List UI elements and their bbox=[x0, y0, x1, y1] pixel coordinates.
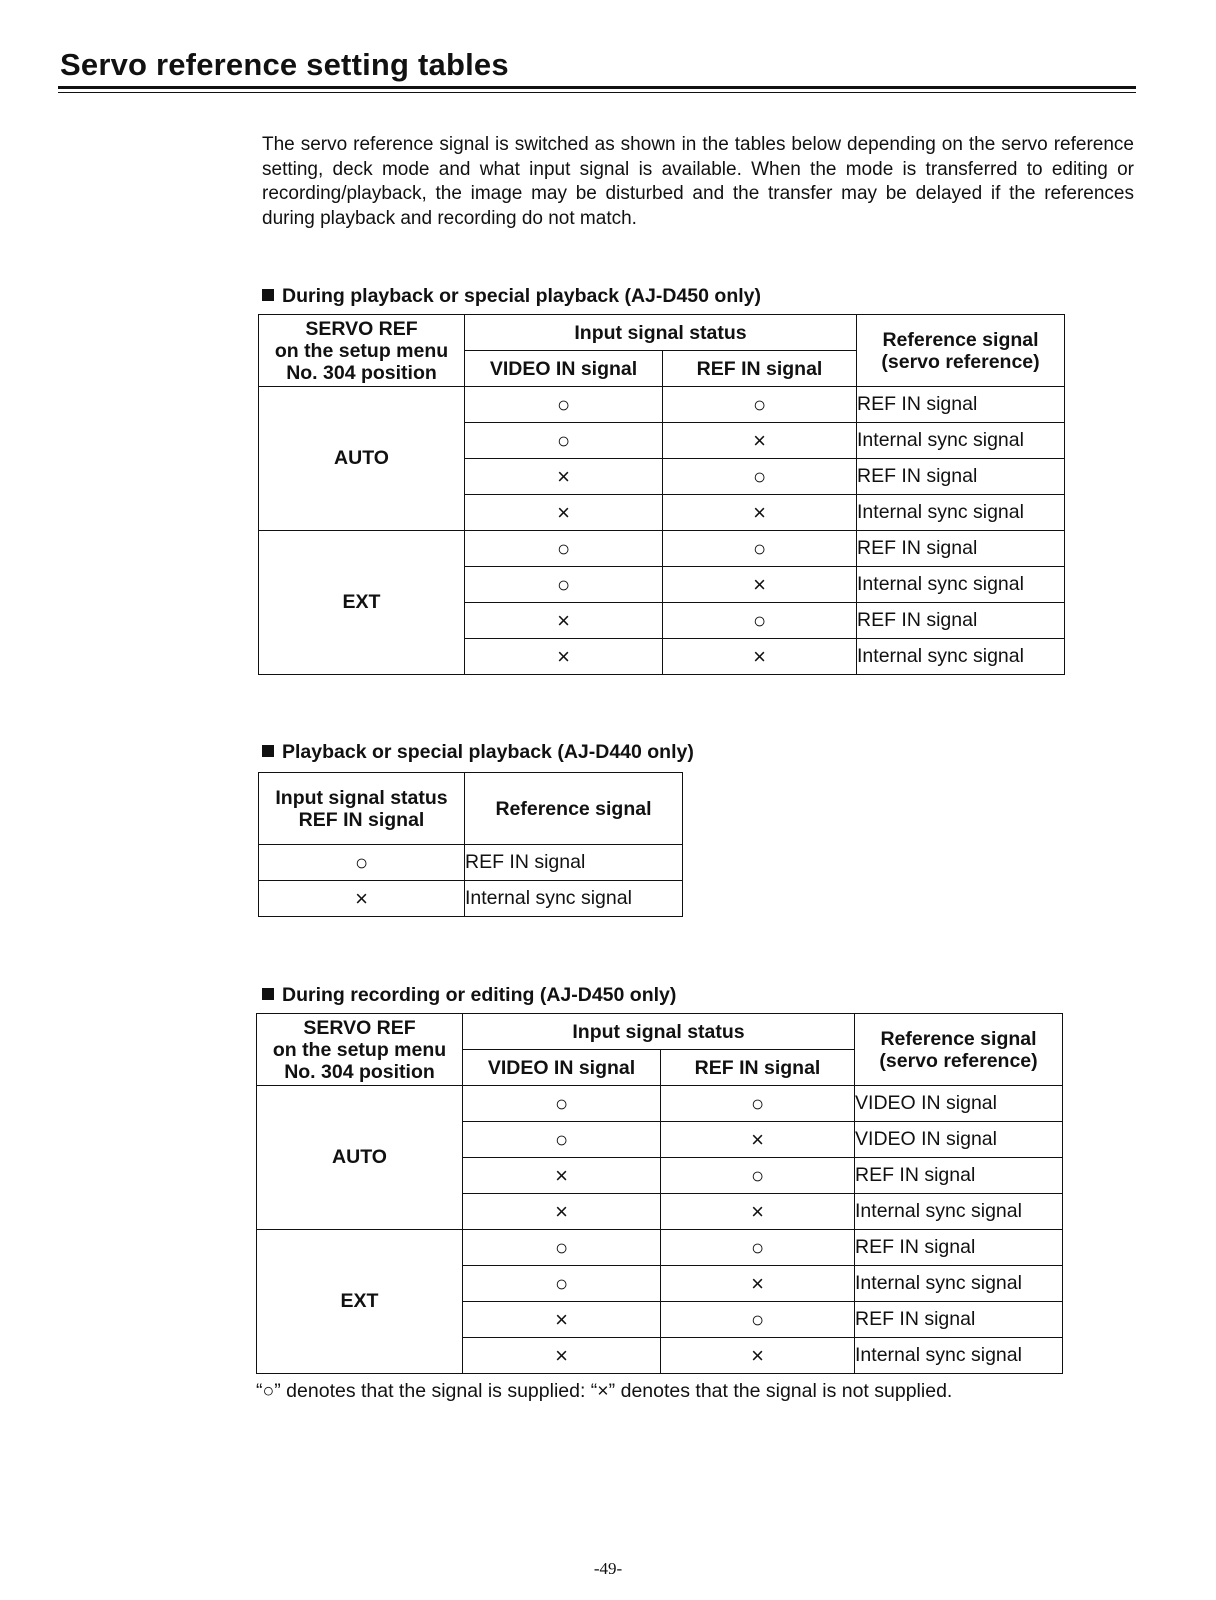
reference-cell: REF IN signal bbox=[855, 1302, 1063, 1338]
reference-cell: REF IN signal bbox=[855, 1158, 1063, 1194]
input-status-header bbox=[259, 773, 465, 845]
video-in-cell: ○ bbox=[463, 1122, 661, 1158]
table-row bbox=[259, 881, 683, 917]
video-in-cell: × bbox=[465, 495, 663, 531]
servo-ref-header-line3: No. 304 position bbox=[286, 361, 437, 384]
page-number: -49- bbox=[593, 1559, 623, 1578]
ref-in-cell: × bbox=[661, 1194, 855, 1230]
ref-in-cell: × bbox=[663, 495, 857, 531]
reference-cell: Internal sync signal bbox=[855, 1194, 1063, 1230]
table3-heading bbox=[262, 983, 676, 1007]
title-underline-thin bbox=[58, 92, 1136, 93]
reference-cell: VIDEO IN signal bbox=[855, 1086, 1063, 1122]
ref-in-cell: ○ bbox=[663, 603, 857, 639]
reference-cell: REF IN signal bbox=[857, 387, 1065, 423]
table1-heading-text: During playback or special playback (AJ-D450 only) bbox=[282, 285, 761, 307]
table3-heading-text: During recording or editing (AJ-D450 only) bbox=[282, 984, 677, 1006]
servo-ref-header-line1: SERVO REF bbox=[303, 1016, 416, 1039]
square-bullet-icon bbox=[262, 745, 274, 757]
reference-header bbox=[855, 1014, 1063, 1086]
reference-header-line1: Reference signal bbox=[880, 1027, 1037, 1050]
video-in-cell: ○ bbox=[465, 387, 663, 423]
ref-in-header: REF IN signal bbox=[661, 1050, 855, 1086]
table3 bbox=[256, 1013, 1063, 1374]
video-in-cell: × bbox=[463, 1158, 661, 1194]
ref-in-cell: ○ bbox=[663, 459, 857, 495]
reference-cell: REF IN signal bbox=[465, 845, 683, 881]
ref-in-cell: × bbox=[663, 423, 857, 459]
ref-in-cell: × bbox=[259, 881, 465, 917]
input-status-header: Input signal status bbox=[463, 1014, 855, 1050]
input-status-header-line1: Input signal status bbox=[275, 786, 448, 809]
reference-cell: REF IN signal bbox=[857, 459, 1065, 495]
table1-heading bbox=[262, 284, 761, 308]
input-status-header-line2: REF IN signal bbox=[298, 808, 425, 831]
footnote: “○” denotes that the signal is supplied: “×” denotes that the signal is not supplied. bbox=[256, 1380, 953, 1402]
ref-in-cell: ○ bbox=[663, 531, 857, 567]
ref-in-cell: ○ bbox=[663, 387, 857, 423]
servo-ref-header-line2: on the setup menu bbox=[272, 1038, 447, 1061]
input-status-header: Input signal status bbox=[465, 315, 857, 351]
ref-in-cell: × bbox=[663, 567, 857, 603]
reference-header-line1: Reference signal bbox=[882, 328, 1039, 351]
video-in-header: VIDEO IN signal bbox=[463, 1050, 661, 1086]
servo-ref-header-line2: on the setup menu bbox=[274, 339, 449, 362]
reference-cell: Internal sync signal bbox=[857, 639, 1065, 675]
video-in-cell: ○ bbox=[463, 1230, 661, 1266]
video-in-cell: ○ bbox=[465, 423, 663, 459]
servo-ref-header bbox=[259, 315, 465, 387]
reference-cell: REF IN signal bbox=[857, 603, 1065, 639]
reference-cell: Internal sync signal bbox=[855, 1338, 1063, 1374]
position-ext: EXT bbox=[259, 531, 465, 675]
reference-cell: REF IN signal bbox=[857, 531, 1065, 567]
reference-cell: Internal sync signal bbox=[465, 881, 683, 917]
ref-in-cell: × bbox=[663, 639, 857, 675]
reference-cell: Internal sync signal bbox=[855, 1266, 1063, 1302]
video-in-cell: ○ bbox=[463, 1266, 661, 1302]
ref-in-cell: ○ bbox=[661, 1086, 855, 1122]
table-row bbox=[259, 531, 1065, 567]
table-row bbox=[259, 845, 683, 881]
reference-cell: VIDEO IN signal bbox=[855, 1122, 1063, 1158]
video-in-cell: × bbox=[463, 1338, 661, 1374]
square-bullet-icon bbox=[262, 289, 274, 301]
reference-header: Reference signal bbox=[465, 773, 683, 845]
video-in-cell: × bbox=[463, 1194, 661, 1230]
reference-cell: Internal sync signal bbox=[857, 423, 1065, 459]
intro-paragraph: The servo reference signal is switched as shown in the tables below depending on the servo reference setting, deck mode and what input signal is available. When the mode is transferred to editing or recording/playback, the image may be disturbed and the transfer may be delayed if the references during playback and recording do not match. bbox=[262, 134, 1134, 229]
reference-header-line2: (servo reference) bbox=[879, 1049, 1038, 1072]
video-in-cell: × bbox=[465, 459, 663, 495]
table2 bbox=[258, 772, 683, 917]
servo-ref-header bbox=[257, 1014, 463, 1086]
position-auto: AUTO bbox=[257, 1086, 463, 1230]
reference-header bbox=[857, 315, 1065, 387]
square-bullet-icon bbox=[262, 988, 274, 1000]
video-in-cell: × bbox=[463, 1302, 661, 1338]
table-row bbox=[257, 1230, 1063, 1266]
video-in-cell: ○ bbox=[465, 567, 663, 603]
reference-cell: REF IN signal bbox=[855, 1230, 1063, 1266]
video-in-header: VIDEO IN signal bbox=[465, 351, 663, 387]
video-in-cell: × bbox=[465, 639, 663, 675]
table2-heading-text: Playback or special playback (AJ-D440 only) bbox=[282, 741, 694, 763]
page-title: Servo reference setting tables bbox=[60, 47, 509, 82]
reference-cell: Internal sync signal bbox=[857, 495, 1065, 531]
video-in-cell: ○ bbox=[463, 1086, 661, 1122]
video-in-cell: ○ bbox=[465, 531, 663, 567]
ref-in-cell: × bbox=[661, 1338, 855, 1374]
reference-header-line2: (servo reference) bbox=[881, 350, 1040, 373]
position-ext: EXT bbox=[257, 1230, 463, 1374]
servo-ref-header-line3: No. 304 position bbox=[284, 1060, 435, 1083]
ref-in-cell: ○ bbox=[661, 1158, 855, 1194]
ref-in-header: REF IN signal bbox=[663, 351, 857, 387]
reference-cell: Internal sync signal bbox=[857, 567, 1065, 603]
table2-heading bbox=[262, 740, 694, 764]
table-row bbox=[257, 1086, 1063, 1122]
ref-in-cell: × bbox=[661, 1266, 855, 1302]
ref-in-cell: ○ bbox=[661, 1230, 855, 1266]
video-in-cell: × bbox=[465, 603, 663, 639]
position-auto: AUTO bbox=[259, 387, 465, 531]
table-row bbox=[259, 387, 1065, 423]
ref-in-cell: ○ bbox=[661, 1302, 855, 1338]
ref-in-cell: ○ bbox=[259, 845, 465, 881]
table1 bbox=[258, 314, 1065, 675]
title-underline bbox=[58, 86, 1136, 89]
servo-ref-header-line1: SERVO REF bbox=[305, 317, 418, 340]
ref-in-cell: × bbox=[661, 1122, 855, 1158]
